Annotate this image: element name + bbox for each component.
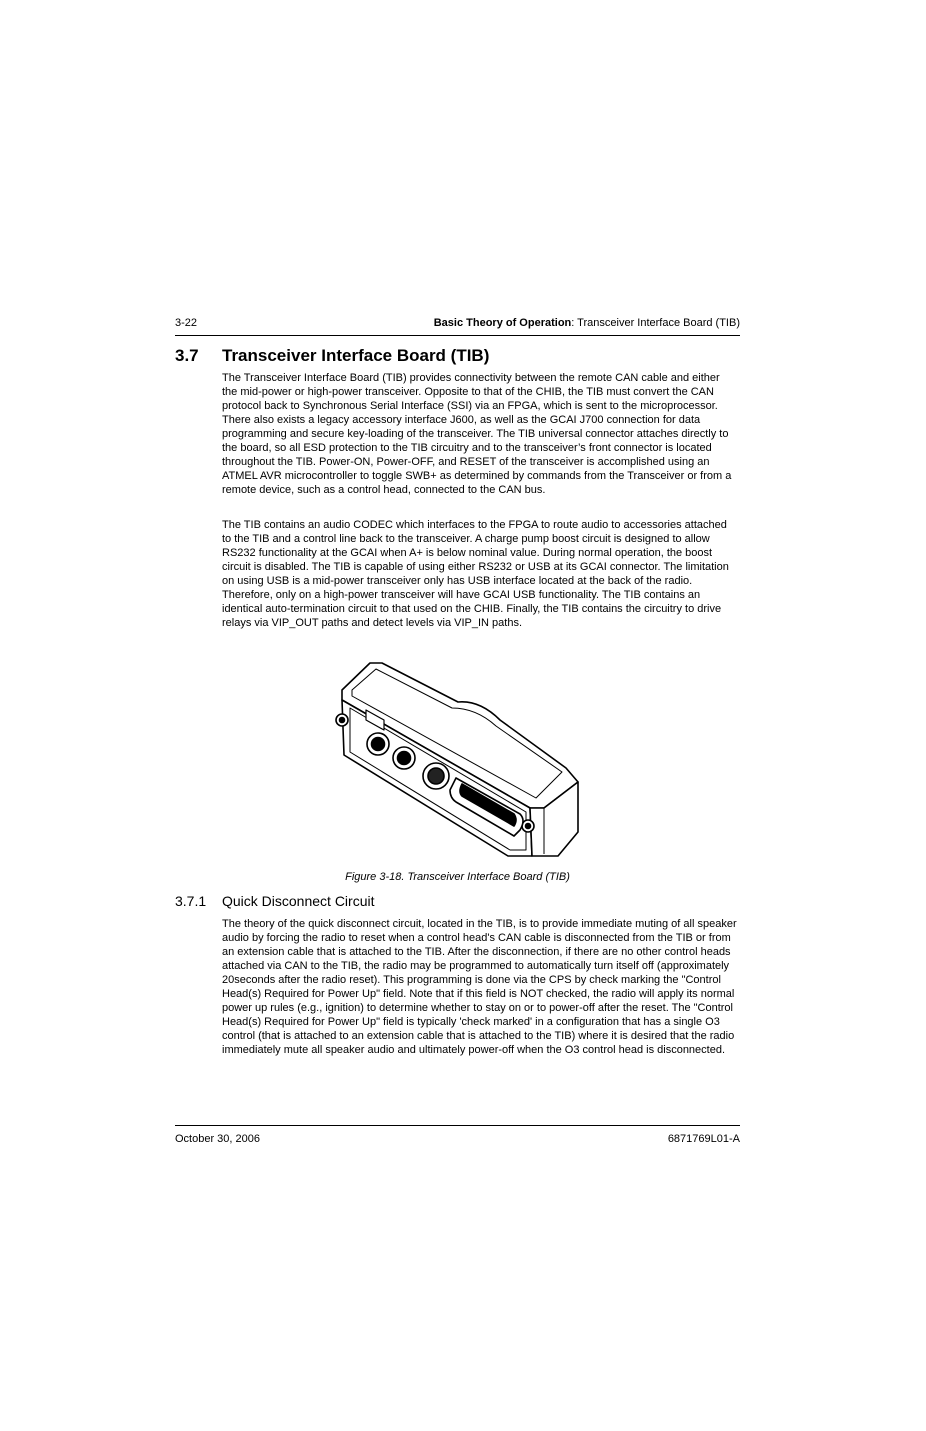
- subsection-heading: [175, 893, 375, 909]
- tib-figure-image: [330, 660, 582, 860]
- running-title-section: : Transceiver Interface Board (TIB): [571, 317, 740, 329]
- section-number: 3.7: [175, 346, 199, 365]
- subsection-paragraph: The theory of the quick disconnect circuit, located in the TIB, is to provide immediate muting of all speaker audio by forcing the radio to reset when a control head's CAN cable is disconnected from the TIB or from an extension cable that is attached to the TIB. After the disconnection, if there are no other control heads attached via CAN to the TIB, the radio may be programmed to automatically turn itself off (approximately 20seconds after the radio reset). This programming is done via the CPS by check marking the "Control Head(s) Required for Power Up" field. Note that if this field is NOT checked, the radio will apply its normal power up rules (e.g., ignition) to determine whether to stay on or to power-off after the reset. The "Control Head(s) Required for Power Up" field is typically 'check marked' in a configuration that has a single O3 control (that is attached to an extension cable that is attached to the TIB) where it is desired that the radio immediately mute all speaker audio and ultimately power-off when the O3 control head is disconnected.: [222, 918, 737, 1056]
- subsection-number: 3.7.1: [175, 893, 207, 909]
- page-header: [175, 315, 740, 336]
- section-title: Transceiver Interface Board (TIB): [222, 346, 490, 365]
- footer-date: October 30, 2006: [175, 1133, 261, 1145]
- running-title: [434, 317, 740, 329]
- section-paragraph-1: The Transceiver Interface Board (TIB) provides connectivity between the remote CAN cable and either the mid-power or high-power transceiver. Opposite to that of the CHIB, the TIB must convert the CAN protocol back to Synchronous Serial Interface (SSI) via an FPGA, which is sent to the microprocessor. There also exists a legacy accessory interface J600, as well as the GCAI J700 connection for data programming and secure key-loading of the transceiver. The TIB universal connector attaches directly to the board, so all ESD protection to the TIB circuitry and to the transceiver’s front connector is located throughout the TIB. Power-ON, Power-OFF, and RESET of the transceiver is accomplished using an ATMEL AVR microcontroller to toggle SWB+ as determined by commands from the Transceiver or from a remote device, such as a control head, connected to the CAN bus.: [222, 372, 732, 496]
- page-number: 3-22: [175, 317, 198, 329]
- footer-doc-number: 6871769L01-A: [667, 1133, 740, 1145]
- page-footer: [175, 1125, 740, 1148]
- subsection-title: Quick Disconnect Circuit: [222, 893, 375, 909]
- figure-caption: Figure 3-18. Transceiver Interface Board (TIB): [345, 871, 570, 883]
- section-heading: [175, 346, 489, 366]
- running-title-chapter: Basic Theory of Operation: [433, 317, 572, 329]
- section-paragraph-2: The TIB contains an audio CODEC which interfaces to the FPGA to route audio to accessories attached to the TIB and a control line back to the transceiver. A charge pump boost circuit is designed to allow RS232 functionality at the GCAI when A+ is below nominal value. During normal operation, the boost circuit is disabled. The TIB is capable of using either RS232 or USB at its GCAI connector. The limitation on using USB is a mid-power transceiver only has USB interface located at the back of the radio. Therefore, only on a high-power transceiver will have GCAI USB functionality. The TIB contains an identical auto-termination circuit to that used on the CHIB. Finally, the TIB contains the circuitry to drive relays via VIP_OUT paths and detect levels via VIP_IN paths.: [222, 519, 729, 629]
